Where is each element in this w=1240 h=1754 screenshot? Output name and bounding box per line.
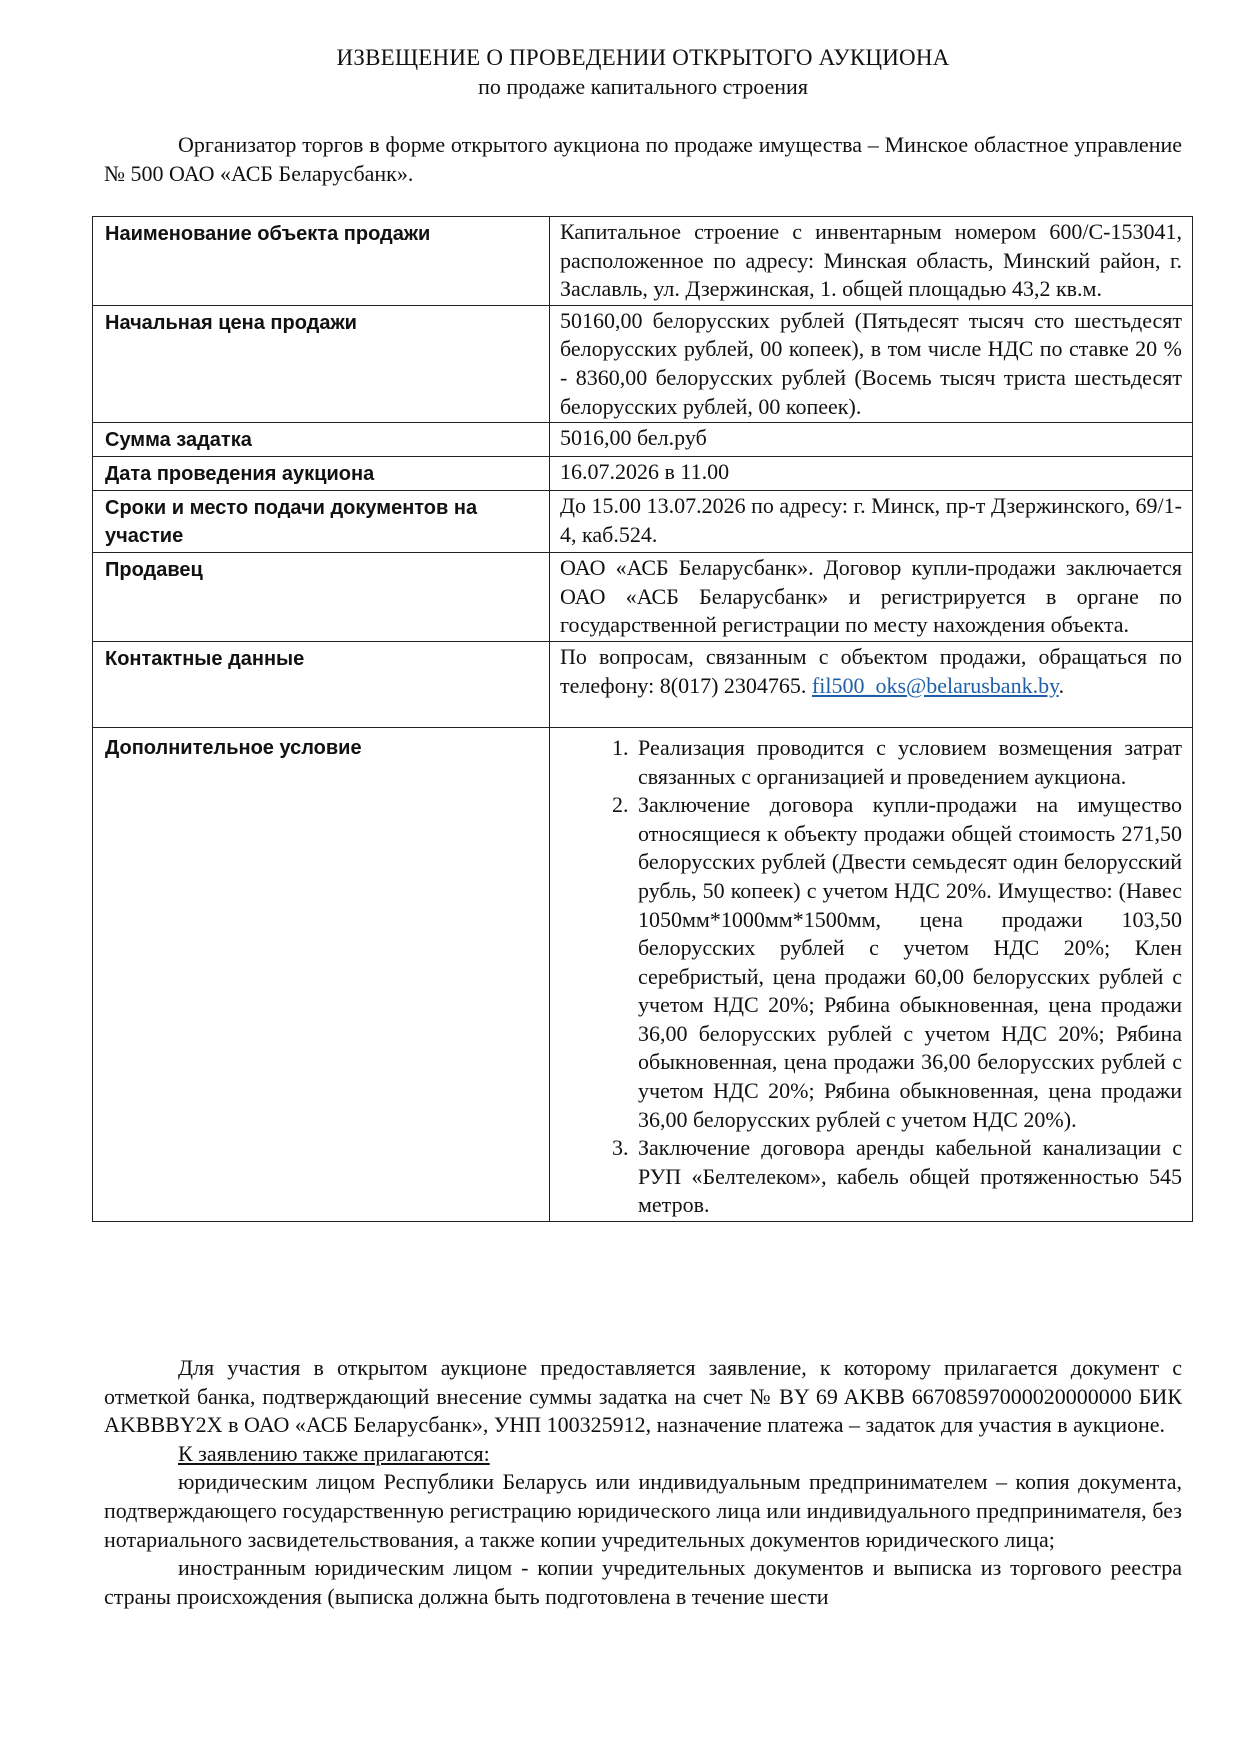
seller-value: ОАО «АСБ Беларусбанк». Договор купли-продажи заключается ОАО «АСБ Беларусбанк» и регистрируется в органе по государственной регистрации по месту нахождения объекта. <box>550 553 1193 642</box>
table-row-price <box>93 305 1193 422</box>
participation-paragraph: Для участия в открытом аукционе предоставляется заявление, к которому прилагается документ с отметкой банка, подтверждающий внесение суммы задатка на счет № BY 69 AKBB 66708597000020000000 БИК AKBBBY2X в ОАО «АСБ Беларусбанк», УНП 100325912, назначение платежа – задаток для участия в аукционе. <box>104 1355 1182 1438</box>
deposit-value: 5016,00 бел.руб <box>550 423 1193 457</box>
object-value-text: Капитальное строение с инвентарным номером 600/С-153041, расположенное по адресу: Минская область, Минский район, г. Заславль, ул. Дзержинская, 1. общей площадью 43,2 кв.м. <box>560 219 1182 302</box>
object-label: Наименование объекта продажи <box>93 217 550 306</box>
legal-entity-paragraph: юридическим лицом Республики Беларусь или индивидуальным предпринимателем – копия документа, подтверждающего государственную регистрацию юридического лица или индивидуального предпринимателя, без нотариального засвидетельствования, а также копии учредительных документов юридического лица; <box>104 1469 1182 1552</box>
conditions-value <box>550 727 1193 1221</box>
document-body <box>104 1354 1182 1611</box>
attached-heading-paragraph <box>104 1440 1182 1469</box>
contacts-value <box>550 641 1193 727</box>
condition-item: 2. Заключение договора купли-продажи на имущество относящиеся к объекту продажи общей стоимость 271,50 белорусских рублей (Двести семьдесят один белорусский рубль, 50 копеек) с учетом НДС 20%. Имущество: (Навес 1050мм*1000мм*1500мм, цена продажи 103,50 белорусских рублей с учетом НДС 20%; Клен серебристый, цена продажи 60,00 белорусских рублей с учетом НДС 20%; Рябина обыкновенная, цена продажи 36,00 белорусских рублей с учетом НДС 20%; Рябина обыкновенная, цена продажи 36,00 белорусских рублей с учетом НДС 20%; Рябина обыкновенная, цена продажи 36,00 белорусских рублей с учетом НДС 20%). <box>634 791 1182 1134</box>
table-row-deposit <box>93 423 1193 457</box>
table-row-object <box>93 217 1193 306</box>
table-row-seller <box>93 553 1193 642</box>
date-value: 16.07.2026 в 11.00 <box>550 457 1193 491</box>
price-label: Начальная цена продажи <box>93 305 550 422</box>
contacts-label: Контактные данные <box>93 641 550 727</box>
conditions-label: Дополнительное условие <box>93 727 550 1221</box>
contacts-tail: . <box>1058 672 1065 698</box>
table-row-conditions <box>93 727 1193 1221</box>
deposit-label: Сумма задатка <box>93 423 550 457</box>
condition-item: 1. Реализация проводится с условием возмещения затрат связанных с организацией и проведением аукциона. <box>634 734 1182 791</box>
table-row-contacts <box>93 641 1193 727</box>
table-row-date <box>93 457 1193 491</box>
table-row-deadline <box>93 491 1193 553</box>
contact-email-link[interactable]: fil500_oks@belarusbank.by <box>811 672 1059 698</box>
object-value <box>550 217 1193 306</box>
auction-info-table <box>92 216 1193 1222</box>
foreign-entity-paragraph: иностранным юридическим лицом - копии учредительных документов и выписка из торгового реестра страны происхождения (выписка должна быть подготовлена в течение шести <box>104 1555 1182 1609</box>
price-value: 50160,00 белорусских рублей (Пятьдесят тысяч сто шестьдесят белорусских рублей, 00 копеек), в том числе НДС по ставке 20 % - 8360,00 белорусских рублей (Восемь тысяч триста шестьдесят белорусских рублей, 00 копеек). <box>550 305 1193 422</box>
document-title: ИЗВЕЩЕНИЕ О ПРОВЕДЕНИИ ОТКРЫТОГО АУКЦИОНА <box>336 45 950 70</box>
conditions-list <box>560 734 1182 1220</box>
seller-label: Продавец <box>93 553 550 642</box>
intro-paragraph: Организатор торгов в форме открытого аукциона по продаже имущества – Минское областное управление № 500 ОАО «АСБ Беларусбанк». <box>104 132 1182 186</box>
deadline-label: Сроки и место подачи документов на участие <box>93 491 550 553</box>
document-subtitle: по продаже капитального строения <box>478 74 808 99</box>
contacts-text: По вопросам, связанным с объектом продажи, обращаться по телефону: 8(017) 2304765. <box>560 643 1182 698</box>
date-label: Дата проведения аукциона <box>93 457 550 491</box>
condition-item: 3. Заключение договора аренды кабельной канализации с РУП «Белтелеком», кабель общей протяженностью 545 метров. <box>634 1134 1182 1220</box>
deadline-value: До 15.00 13.07.2026 по адресу: г. Минск, пр-т Дзержинского, 69/1-4, каб.524. <box>550 491 1193 553</box>
attached-heading: К заявлению также прилагаются: <box>178 1440 490 1466</box>
